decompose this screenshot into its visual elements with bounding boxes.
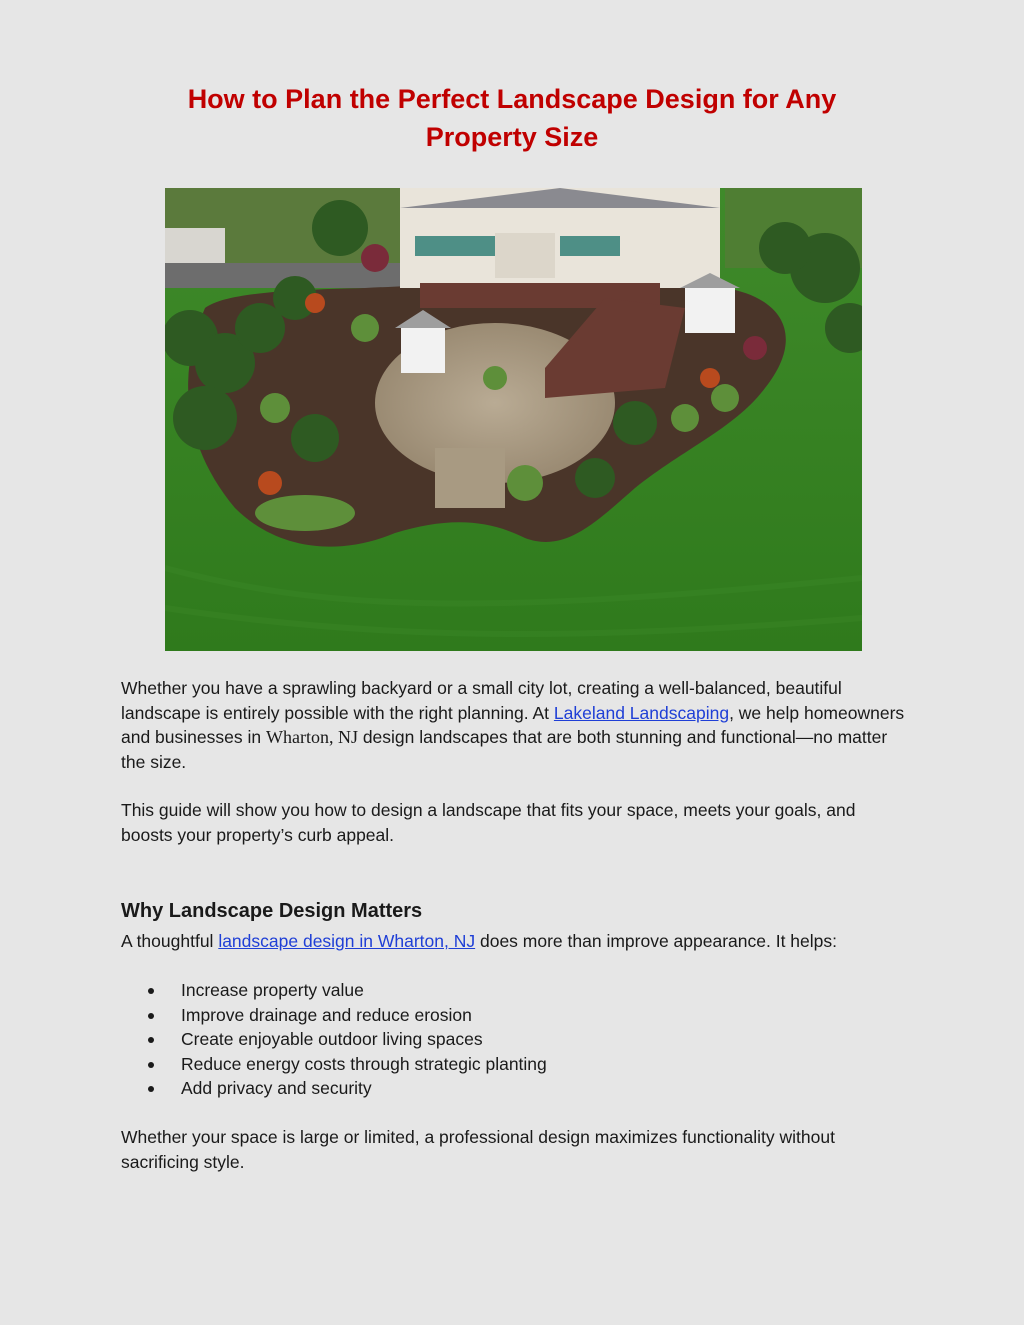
bullet-icon xyxy=(148,1086,154,1092)
intro-text-3: design landscapes that are both stunning and functional—no matter the size. xyxy=(121,727,888,772)
lakeland-landscaping-link[interactable]: Lakeland Landscaping xyxy=(553,702,730,723)
intro-paragraph xyxy=(121,676,911,774)
list-item xyxy=(121,1052,911,1077)
list-item-text: Add privacy and security xyxy=(181,1078,372,1098)
list-item xyxy=(121,1076,911,1101)
landscape-design-link[interactable]: landscape design in Wharton, NJ xyxy=(218,931,476,951)
intro-text-2: , we help homeowners and businesses in xyxy=(121,702,905,747)
list-item-text: Create enjoyable outdoor living spaces xyxy=(181,1029,483,1049)
location-text: Wharton, NJ xyxy=(265,727,358,747)
benefits-list xyxy=(121,978,911,1101)
bullet-icon xyxy=(148,988,154,994)
page-title: How to Plan the Perfect Landscape Design for Any Property Size xyxy=(187,84,837,152)
intro-text-1: Whether you have a sprawling backyard or a small city lot, creating a well-balanced, beautiful landscape is entirely possible with the right planning. At xyxy=(121,678,842,723)
bullet-icon xyxy=(148,1037,154,1043)
section-intro-text-2: does more than improve appearance. It helps: xyxy=(475,931,838,951)
landscape-photo xyxy=(165,188,862,651)
list-item-text: Reduce energy costs through strategic planting xyxy=(181,1053,547,1074)
section-heading: Why Landscape Design Matters xyxy=(121,900,423,922)
list-item xyxy=(121,1027,911,1052)
bullet-icon xyxy=(148,1013,154,1019)
list-item xyxy=(121,978,911,1003)
section-intro xyxy=(121,929,911,954)
guide-paragraph: This guide will show you how to design a landscape that fits your space, meets your goals, and boosts your property’s curb appeal. xyxy=(121,800,856,845)
bullet-icon xyxy=(148,1062,154,1068)
list-item-text: Improve drainage and reduce erosion xyxy=(181,1004,472,1025)
section-intro-text-1: A thoughtful xyxy=(121,931,219,951)
list-item-text: Increase property value xyxy=(181,980,364,1000)
closing-paragraph: Whether your space is large or limited, a professional design maximizes functionality without sacrificing style. xyxy=(121,1127,835,1172)
list-item xyxy=(121,1003,911,1028)
